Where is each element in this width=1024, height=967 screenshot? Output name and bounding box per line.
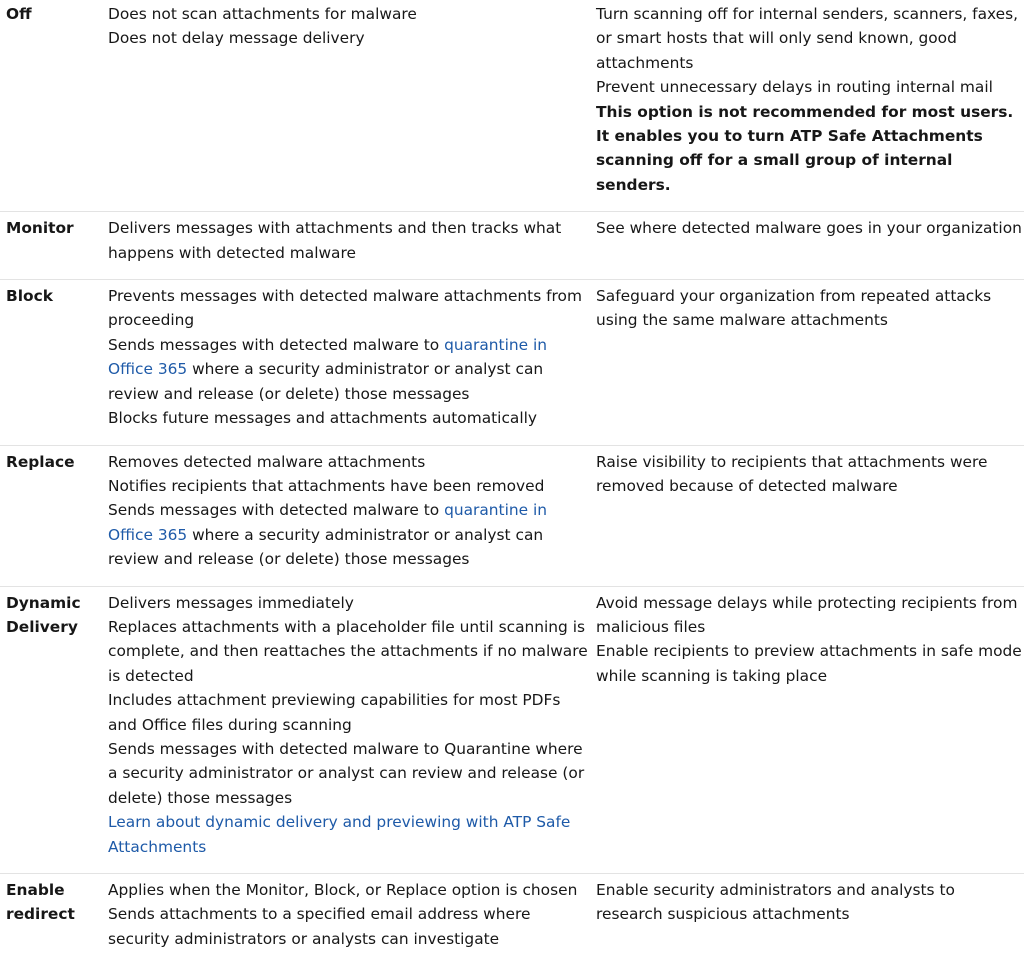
effect-line: Sends attachments to a specified email address where security administrators or analysts can investigate (108, 905, 531, 948)
table-row (0, 0, 1024, 212)
line-text: Sends messages with detected malware to (108, 335, 445, 354)
effect-line: Removes detected malware attachments (108, 452, 426, 471)
option-use-cell (590, 280, 1024, 445)
option-effect-cell (102, 280, 590, 445)
table-row (0, 586, 1024, 873)
option-name: Enable redirect (6, 881, 75, 924)
option-use-cell (590, 212, 1024, 280)
effect-line: Includes attachment previewing capabilities for most PDFs and Office files during scanning (108, 691, 561, 734)
use-line: Avoid message delays while protecting recipients from malicious files (596, 593, 1018, 636)
doc-link[interactable]: quarantine in Office 365 (108, 335, 548, 379)
effect-line: Sends messages with detected malware to Quarantine where a security administrator or analyst can review and release (or delete) those messages (108, 739, 585, 807)
table-row (0, 280, 1024, 445)
table-row (0, 445, 1024, 586)
effect-line: Replaces attachments with a placeholder file until scanning is complete, and then reattaches the attachments if no malware is detected (108, 617, 588, 685)
option-name: Monitor (0, 212, 102, 280)
use-line: Turn scanning off for internal senders, scanners, faxes, or smart hosts that will only send known, good attachments (596, 5, 1019, 72)
effect-line (108, 810, 590, 859)
use-line: Prevent unnecessary delays in routing internal mail (596, 78, 993, 97)
effect-line: Prevents messages with detected malware attachments from proceeding (108, 287, 582, 330)
effect-line: Delivers messages with attachments and then tracks what happens with detected malware (108, 219, 562, 262)
effect-line: Does not scan attachments for malware (108, 5, 417, 23)
option-use-cell (590, 445, 1024, 586)
effect-line: Does not delay message delivery (108, 29, 365, 48)
option-effect-cell (102, 586, 590, 873)
doc-link[interactable]: Learn about dynamic delivery and previewing with ATP Safe Attachments (108, 813, 571, 856)
use-line: Raise visibility to recipients that attachments were removed because of detected malware (596, 452, 988, 495)
option-effect-cell (102, 874, 590, 952)
option-use-cell (590, 874, 1024, 952)
option-name: Block (0, 280, 102, 445)
effect-line: Blocks future messages and attachments automatically (108, 409, 538, 428)
option-effect-cell (102, 212, 590, 280)
option-use-cell (590, 586, 1024, 873)
line-text: where a security administrator or analyst can review and release (or delete) those messages (108, 360, 544, 403)
option-name: Dynamic Delivery (0, 586, 102, 873)
option-name: Off (0, 0, 102, 212)
effect-line: Applies when the Monitor, Block, or Replace option is chosen (108, 881, 578, 899)
option-use-cell (590, 0, 1024, 212)
effect-line: Notifies recipients that attachments have been removed (108, 476, 545, 495)
effect-line: Delivers messages immediately (108, 593, 354, 612)
table-row (0, 874, 1024, 952)
effect-line (108, 498, 590, 571)
option-effect-cell (102, 0, 590, 212)
option-name: Replace (0, 445, 102, 586)
use-line: This option is not recommended for most users. It enables you to turn ATP Safe Attachments scanning off for a small group of internal senders. (596, 102, 1014, 194)
doc-link[interactable]: quarantine in Office 365 (108, 501, 548, 544)
use-line: Enable recipients to preview attachments in safe mode while scanning is taking place (596, 642, 1022, 685)
effect-line (108, 333, 590, 406)
use-line: Enable security administrators and analysts to research suspicious attachments (596, 881, 955, 924)
line-text: where a security administrator or analyst can review and release (or delete) those messages (108, 525, 544, 569)
table-row (0, 212, 1024, 280)
use-line: Safeguard your organization from repeated attacks using the same malware attachments (596, 287, 992, 330)
option-effect-cell (102, 445, 590, 586)
line-text: Sends messages with detected malware to (108, 501, 445, 520)
use-line: See where detected malware goes in your organization (596, 219, 1022, 238)
